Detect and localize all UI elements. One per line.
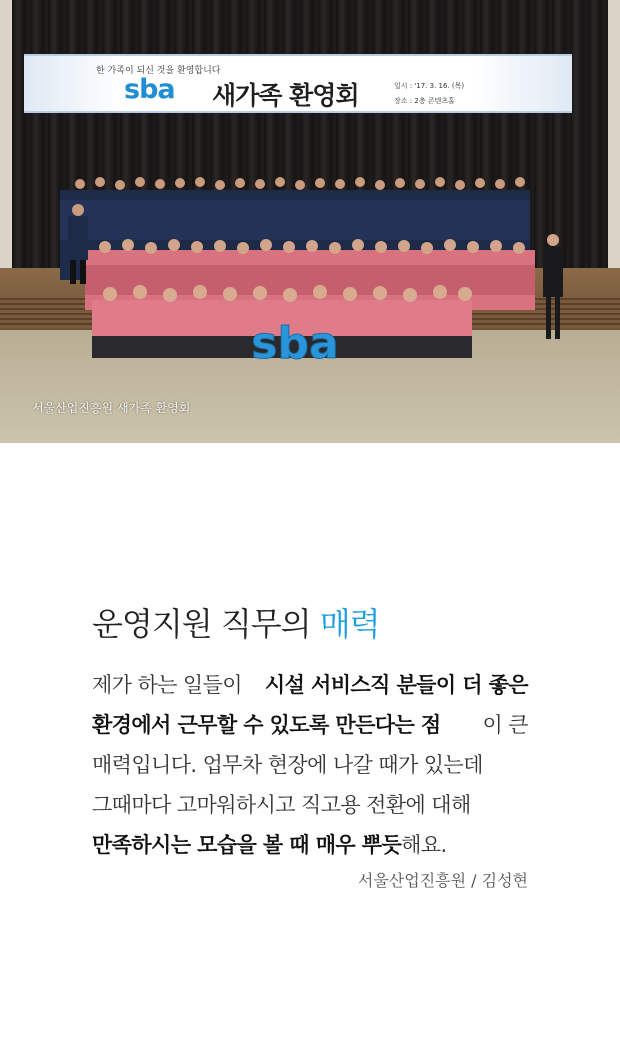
- sign-text: sba: [251, 318, 339, 368]
- banner-subtitle: 한 가족이 되신 것을 환영합니다: [96, 66, 221, 76]
- line-5-bold: 만족하시는 모습을 볼 때 매우 뿌듯: [92, 833, 402, 857]
- photo-caption: 서울산업진흥원 새가족 환영회: [32, 401, 191, 415]
- line-5-text: 해요.: [401, 833, 447, 857]
- author-credit: 서울산업진흥원 / 김성현: [357, 871, 528, 890]
- paragraph-line-4: 그때마다 고마워하시고 직고용 전환에 대해: [92, 793, 471, 817]
- text-section: [0, 443, 620, 1060]
- banner-logo: sba: [124, 74, 175, 105]
- paragraph-line-5: [92, 825, 528, 865]
- banner-date: 일시 : '17. 3. 16. (목): [394, 82, 465, 90]
- paragraph-line-1: [92, 665, 528, 705]
- body-paragraph: [92, 665, 528, 865]
- banner-title: 새가족 환영회: [212, 81, 359, 110]
- section-heading: [92, 599, 380, 645]
- banner-place: 장소 : 2층 콘텐츠홀: [394, 97, 455, 105]
- line-2-text: 이 큰: [482, 713, 528, 737]
- paragraph-line-2: [92, 705, 528, 745]
- back-row-heads: [75, 177, 525, 190]
- heading-accent: 매력: [319, 605, 380, 643]
- heading-text: 운영지원 직무의: [92, 605, 320, 643]
- line-2-bold: 환경에서 근무할 수 있도록 만든다는 점: [92, 713, 441, 737]
- line-1-text: 제가 하는 일들이: [92, 673, 242, 697]
- crowd-of-people: [0, 0, 620, 443]
- line-1-bold: 시설 서비스직 분들이 더 좋은: [264, 673, 528, 697]
- paragraph-line-3: 매력입니다. 업무차 현장에 나갈 때가 있는데: [92, 753, 483, 777]
- sba-logo-sign: [236, 318, 354, 368]
- group-photo: [0, 0, 620, 443]
- standing-woman-right: [543, 234, 563, 339]
